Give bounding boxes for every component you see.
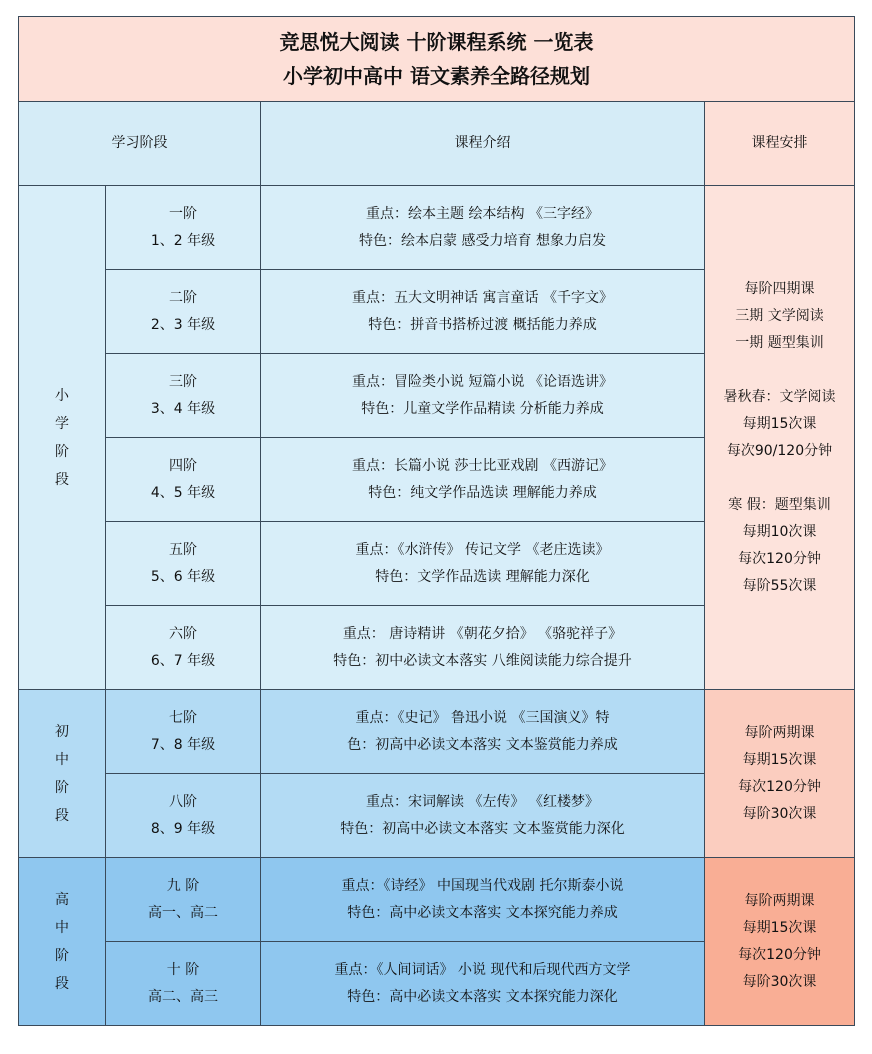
stage-name-char: 段 [55,471,69,488]
feature-text: 特色：高中必读文本落实 文本探究能力深化 [347,988,618,1005]
level-cell [106,186,261,270]
level-cell [106,774,261,858]
grade-label: 3、4 年级 [150,400,216,417]
level-cell [106,354,261,438]
grade-label: 4、5 年级 [150,484,216,501]
feature-text: 特色：儿童文学作品精读 分析能力养成 [361,400,604,417]
schedule-line: 每阶四期课 [744,280,815,297]
schedule-line: 每期15次课 [742,919,817,936]
focus-text: 重点： 唐诗精讲 《朝花夕拾》 《骆驼祥子》 [342,625,623,642]
header-schedule: 课程安排 [705,102,855,186]
level-label: 七阶 [169,709,197,726]
stage-name-char: 阶 [55,443,69,460]
focus-text: 重点：冒险类小说 短篇小说 《论语选讲》 [352,373,613,390]
level-cell [106,438,261,522]
stage-name-char: 学 [55,415,69,432]
course-intro-cell [261,606,705,690]
course-intro-cell [261,942,705,1026]
schedule-line: 每阶55次课 [742,577,817,594]
grade-label: 7、8 年级 [150,736,216,753]
course-intro-cell [261,690,705,774]
level-cell [106,690,261,774]
stage-name-char: 阶 [55,947,69,964]
schedule-line: 每期15次课 [742,415,817,432]
schedule-line: 每次120分钟 [738,778,821,795]
grade-label: 8、9 年级 [150,820,216,837]
level-label: 四阶 [169,457,197,474]
schedule-line: 每期15次课 [742,751,817,768]
feature-text: 色：初高中必读文本落实 文本鉴赏能力养成 [347,736,618,753]
stage-name-cell [19,858,106,1026]
feature-text: 特色：高中必读文本落实 文本探究能力养成 [347,904,618,921]
level-cell [106,858,261,942]
feature-text: 特色：初高中必读文本落实 文本鉴赏能力深化 [340,820,625,837]
level-cell [106,522,261,606]
level-label: 六阶 [169,625,197,642]
course-intro-cell [261,186,705,270]
level-label: 五阶 [169,541,197,558]
level-label: 一阶 [169,205,197,222]
focus-text: 重点：《诗经》 中国现当代戏剧 托尔斯泰小说 [341,877,624,894]
table-row [19,186,855,270]
stage-name-char: 高 [55,891,69,908]
feature-text: 特色：绘本启蒙 感受力培育 想象力启发 [359,232,606,249]
schedule-line: 每阶30次课 [742,805,817,822]
stage-name-cell [19,186,106,690]
schedule-line: 每期10次课 [742,523,817,540]
schedule-line: 每阶30次课 [742,973,817,990]
title-line-2: 小学初中高中 语文素养全路径规划 [283,64,590,88]
grade-label: 高一、高二 [148,904,218,921]
feature-text: 特色：拼音书搭桥过渡 概括能力养成 [368,316,597,333]
stage-name-char: 段 [55,807,69,824]
stage-name-char: 中 [55,751,69,768]
feature-text: 特色：纯文学作品选读 理解能力养成 [368,484,597,501]
course-intro-cell [261,354,705,438]
focus-text: 重点：五大文明神话 寓言童话 《千字文》 [352,289,613,306]
header-intro: 课程介绍 [261,102,705,186]
schedule-line: 暑秋春：文学阅读 [723,388,836,405]
level-cell [106,942,261,1026]
level-label: 十 阶 [166,961,200,978]
schedule-line: 寒 假：题型集训 [728,496,831,513]
grade-label: 高二、高三 [148,988,218,1005]
schedule-line: 每阶两期课 [744,724,815,741]
course-intro-cell [261,774,705,858]
level-label: 八阶 [169,793,197,810]
grade-label: 2、3 年级 [150,316,216,333]
curriculum-table [18,16,855,1026]
feature-text: 特色：初中必读文本落实 八维阅读能力综合提升 [333,652,632,669]
schedule-line [705,357,854,384]
stage-name-char: 中 [55,919,69,936]
course-intro-cell [261,522,705,606]
stage-name-cell [19,690,106,858]
stage-name-char: 段 [55,975,69,992]
schedule-line: 每次120分钟 [738,946,821,963]
schedule-cell [705,858,855,1026]
focus-text: 重点：宋词解读 《左传》 《红楼梦》 [366,793,599,810]
grade-label: 1、2 年级 [150,232,216,249]
stage-name-char: 小 [55,387,69,404]
course-intro-cell [261,858,705,942]
focus-text: 重点：《人间词话》 小说 现代和后现代西方文学 [334,961,631,978]
stage-name-char: 初 [55,723,69,740]
header-stage: 学习阶段 [19,102,261,186]
stage-name-char: 阶 [55,779,69,796]
level-cell [106,606,261,690]
focus-text: 重点：绘本主题 绘本结构 《三字经》 [366,205,599,222]
focus-text: 重点：《史记》 鲁迅小说 《三国演义》特 [355,709,610,726]
schedule-line [705,465,854,492]
table-row [19,690,855,774]
level-label: 九 阶 [166,877,200,894]
course-intro-cell [261,438,705,522]
focus-text: 重点：《水浒传》 传记文学 《老庄选读》 [355,541,610,558]
feature-text: 特色：文学作品选读 理解能力深化 [375,568,590,585]
schedule-line: 每阶两期课 [744,892,815,909]
table-title [19,17,855,102]
title-line-1: 竞思悦大阅读 十阶课程系统 一览表 [279,30,594,54]
focus-text: 重点：长篇小说 莎士比亚戏剧 《西游记》 [352,457,613,474]
schedule-cell [705,690,855,858]
schedule-line: 三期 文学阅读 [735,307,824,324]
level-label: 三阶 [169,373,197,390]
schedule-line: 一期 题型集训 [735,334,824,351]
grade-label: 5、6 年级 [150,568,216,585]
level-label: 二阶 [169,289,197,306]
grade-label: 6、7 年级 [150,652,216,669]
table-row [19,858,855,942]
level-cell [106,270,261,354]
course-intro-cell [261,270,705,354]
schedule-line: 每次90/120分钟 [726,442,833,459]
schedule-line: 每次120分钟 [738,550,821,567]
schedule-cell [705,186,855,690]
